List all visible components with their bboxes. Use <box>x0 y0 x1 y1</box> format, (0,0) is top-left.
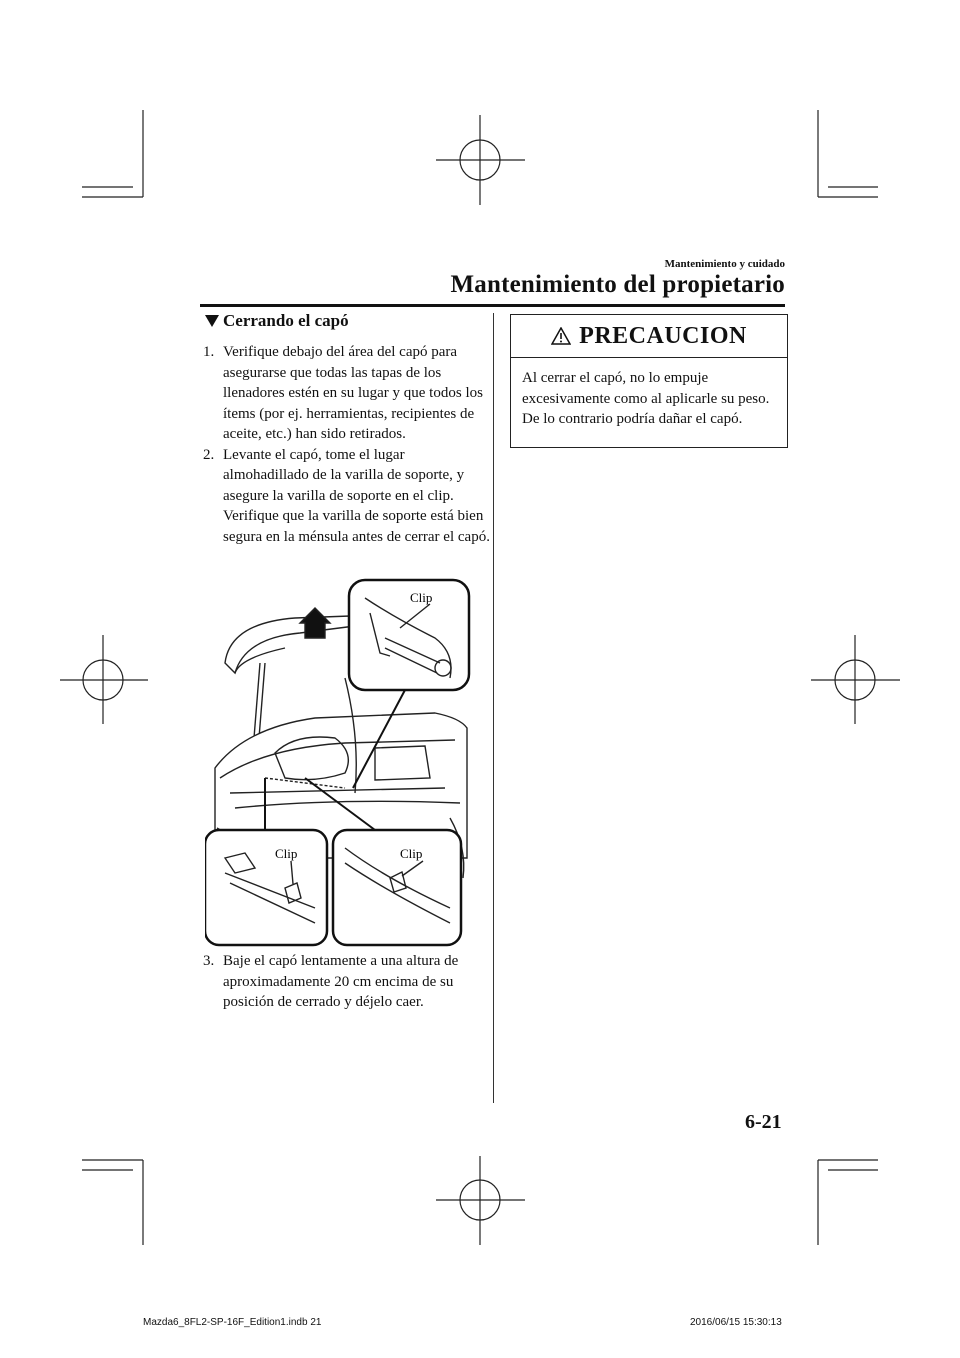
caution-header <box>511 315 787 358</box>
section-heading-text: Cerrando el capó <box>223 311 349 330</box>
hood-support-illustration <box>205 578 475 948</box>
step-item <box>203 445 493 548</box>
footer-timestamp: 2016/06/15 15:30:13 <box>690 1317 782 1328</box>
caution-text: Al cerrar el capó, no lo empuje excesivamente como al aplicarle su peso. De lo contrario podría dañar el capó. <box>522 370 770 427</box>
step-item <box>203 342 493 445</box>
steps-list <box>203 342 493 547</box>
step-text: Baje el capó lentamente a una altura de aproximadamente 20 cm encima de su posición de cerrado y déjelo caer. <box>223 953 459 1010</box>
clip-label: Clip <box>400 846 423 861</box>
footer-file: Mazda6_8FL2-SP-16F_Edition1.indb 21 <box>143 1317 322 1328</box>
section-title: Mantenimiento del propietario <box>450 271 785 298</box>
clip-label: Clip <box>275 846 298 861</box>
page-number: 6-21 <box>745 1111 782 1133</box>
step-number: 2. <box>203 446 215 463</box>
caution-title: PRECAUCION <box>579 322 747 349</box>
chapter-title: Mantenimiento y cuidado <box>664 258 785 270</box>
warning-triangle-icon <box>551 327 571 345</box>
step-text: Levante el capó, tome el lugar almohadillado de la varilla de soporte, y asegure la varilla de soporte en el clip. Verifique que la varilla de soporte está bien segura en la ménsula antes de cerrar el capó. <box>223 446 490 545</box>
caution-box <box>510 314 788 448</box>
clip-label: Clip <box>410 590 433 605</box>
triangle-bullet-icon <box>205 315 219 327</box>
steps-list-continued <box>203 951 493 1013</box>
step-text: Verifique debajo del área del capó para asegurarse que todas las tapas de los llenadores estén en su lugar y que todos los ítems (por ej. herramientas, recipientes de aceite, etc.) han sido retirados. <box>223 344 483 442</box>
header-rule <box>200 304 785 307</box>
step-number: 1. <box>203 344 215 360</box>
step-item <box>203 951 493 1013</box>
section-heading <box>205 311 349 331</box>
column-divider <box>493 313 494 1103</box>
step-number: 3. <box>203 953 215 969</box>
